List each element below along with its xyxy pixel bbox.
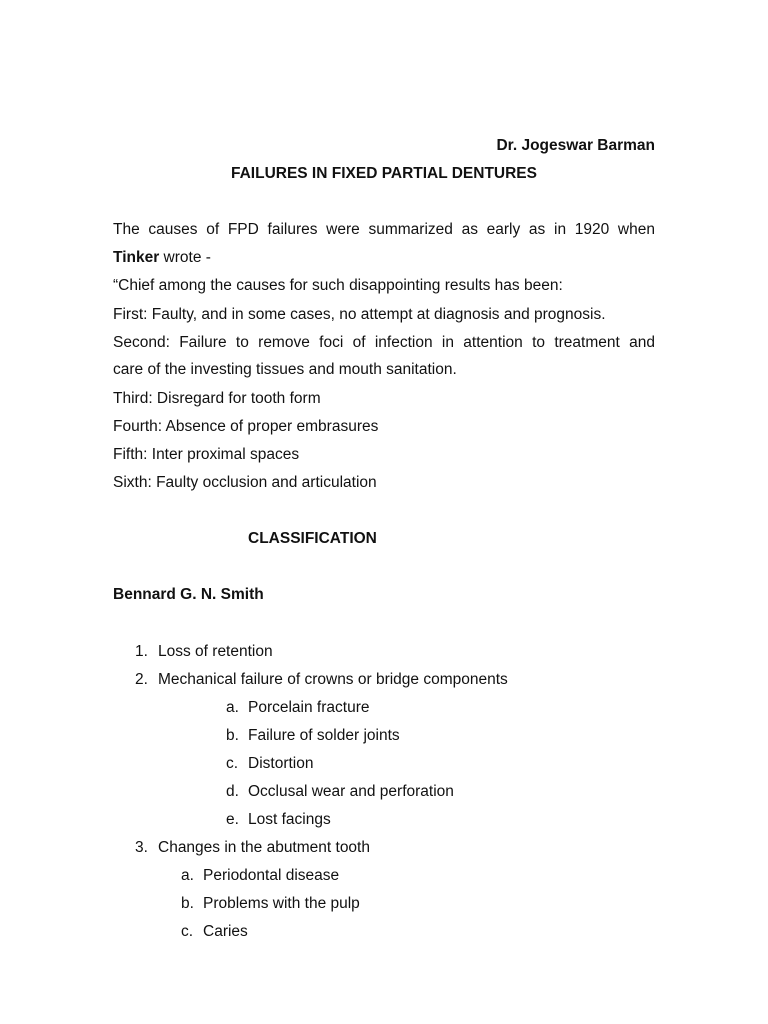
quote-line: “Chief among the causes for such disappointing results has been: xyxy=(113,277,563,294)
document-title: FAILURES IN FIXED PARTIAL DENTURES xyxy=(230,165,537,182)
list-marker: 2. xyxy=(135,671,148,688)
sub-list-item xyxy=(226,810,331,830)
list-item xyxy=(135,642,273,662)
sub-list-item-text: Distortion xyxy=(248,755,314,772)
sub-list-marker: a. xyxy=(181,867,194,884)
tinker-name: Tinker xyxy=(113,249,160,266)
list-item xyxy=(135,838,370,858)
list-item xyxy=(135,670,508,690)
sub-list-item xyxy=(226,754,313,774)
sub-list-item-text: Porcelain fracture xyxy=(248,699,370,716)
sub-list-marker: d. xyxy=(226,783,239,800)
sub-list-item xyxy=(226,726,400,746)
sub-list-item xyxy=(226,782,454,802)
cause-first: First: Faulty, and in some cases, no attempt at diagnosis and prognosis. xyxy=(113,306,606,323)
sub-list-marker: c. xyxy=(226,755,239,772)
list-marker: 3. xyxy=(135,839,148,856)
author-name: Dr. Jogeswar Barman xyxy=(496,137,655,154)
sub-list-item-text: Periodontal disease xyxy=(203,867,340,884)
list-item-text: Loss of retention xyxy=(158,643,273,660)
wrote-text: wrote - xyxy=(159,249,211,266)
sub-list-marker: e. xyxy=(226,811,239,828)
sub-list-marker: c. xyxy=(181,923,194,940)
sub-list-item-text: Failure of solder joints xyxy=(248,727,400,744)
sub-list-marker: b. xyxy=(226,727,239,744)
sub-list-item-text: Problems with the pulp xyxy=(203,895,360,912)
cause-sixth: Sixth: Faulty occlusion and articulation xyxy=(113,474,377,491)
cause-fifth: Fifth: Inter proximal spaces xyxy=(113,446,300,463)
sub-list-item-text: Lost facings xyxy=(248,811,331,828)
sub-list-item xyxy=(181,866,339,886)
list-item-text: Changes in the abutment tooth xyxy=(158,839,370,856)
cause-fourth: Fourth: Absence of proper embrasures xyxy=(113,418,379,435)
list-item-text: Mechanical failure of crowns or bridge components xyxy=(158,671,508,688)
sub-list-item xyxy=(181,894,360,914)
sub-list-item xyxy=(181,922,248,942)
list-marker: 1. xyxy=(135,643,148,660)
cause-second-line-1: Second: Failure to remove foci of infection in attention to treatment and xyxy=(113,334,655,351)
classification-author: Bennard G. N. Smith xyxy=(113,586,264,603)
sub-list-item xyxy=(226,698,369,718)
sub-list-item-text: Occlusal wear and perforation xyxy=(248,783,454,800)
cause-second-line-2: care of the investing tissues and mouth sanitation. xyxy=(113,361,457,378)
sub-list-item-text: Caries xyxy=(203,923,248,940)
sub-list-marker: a. xyxy=(226,699,239,716)
sub-list-marker: b. xyxy=(181,895,194,912)
intro-line-1: The causes of FPD failures were summarized as early as in 1920 when xyxy=(113,221,655,238)
cause-third: Third: Disregard for tooth form xyxy=(113,390,321,407)
classification-heading: CLASSIFICATION xyxy=(248,530,377,547)
intro-line-2 xyxy=(113,248,655,268)
